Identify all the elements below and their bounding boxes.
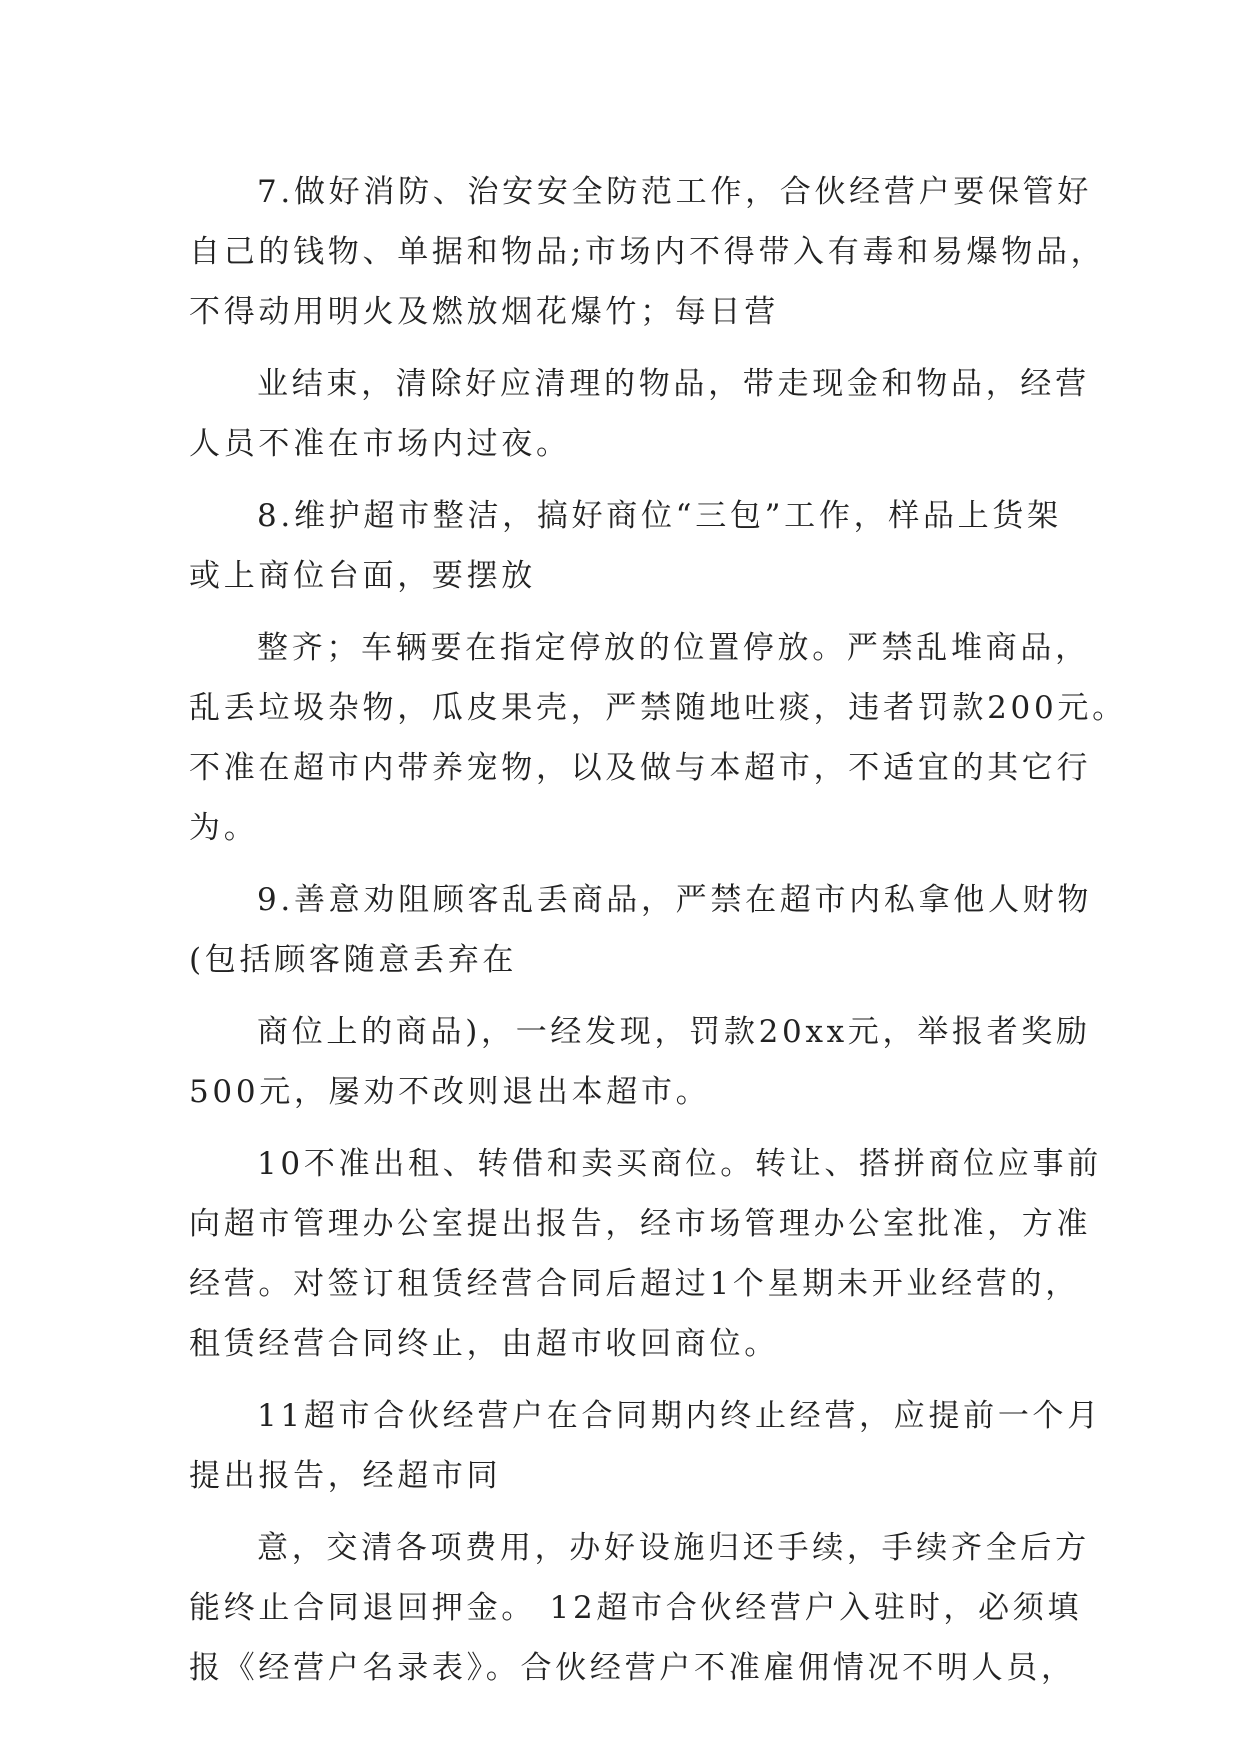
text-line: 为。 xyxy=(189,810,259,846)
text-line: 能终止合同退回押金。 12超市合伙经营户入驻时，必须填 xyxy=(189,1590,1083,1626)
text-line: 8.维护超市整洁，搞好商位“三包”工作，样品上货架 xyxy=(257,498,1062,534)
text-line: 经营。对签订租赁经营合同后超过1个星期未开业经营的， xyxy=(189,1266,1080,1302)
text-line: 报《经营户名录表》。合伙经营户不准雇佣情况不明人员， xyxy=(189,1650,1076,1686)
text-line: 11超市合伙经营户在合同期内终止经营，应提前一个月 xyxy=(257,1398,1102,1434)
text-line: 商位上的商品)，一经发现，罚款20xx元，举报者奖励 xyxy=(257,1014,1091,1050)
text-line: 不准在超市内带养宠物，以及做与本超市，不适宜的其它行 xyxy=(189,750,1092,786)
text-line: 人员不准在市场内过夜。 xyxy=(189,426,571,462)
text-line: (包括顾客随意丢弃在 xyxy=(189,942,518,978)
text-line: 乱丢垃圾杂物，瓜皮果壳，严禁随地吐痰，违者罚款200元。 xyxy=(189,690,1127,726)
text-line: 向超市管理办公室提出报告，经市场管理办公室批准，方准 xyxy=(189,1206,1092,1242)
text-line: 不得动用明火及燃放烟花爆竹；每日营 xyxy=(189,294,779,330)
text-line: 自己的钱物、单据和物品;市场内不得带入有毒和易爆物品， xyxy=(189,234,1106,270)
text-line: 租赁经营合同终止，由超市收回商位。 xyxy=(189,1326,779,1362)
text-line: 9.善意劝阻顾客乱丢商品，严禁在超市内私拿他人财物 xyxy=(257,882,1093,918)
text-line: 提出报告，经超市同 xyxy=(189,1458,502,1494)
text-line: 业结束，清除好应清理的物品，带走现金和物品，经营 xyxy=(257,366,1090,402)
text-line: 或上商位台面，要摆放 xyxy=(189,558,536,594)
document-body xyxy=(189,162,1127,1698)
text-line: 意，交清各项费用，办好设施归还手续，手续齐全后方 xyxy=(257,1530,1090,1566)
text-line: 10不准出租、转借和卖买商位。转让、搭拼商位应事前 xyxy=(257,1146,1102,1182)
text-line: 7.做好消防、治安安全防范工作，合伙经营户要保管好 xyxy=(257,174,1093,210)
text-line: 500元，屡劝不改则退出本超市。 xyxy=(189,1074,711,1110)
text-line: 整齐；车辆要在指定停放的位置停放。严禁乱堆商品， xyxy=(257,630,1090,666)
